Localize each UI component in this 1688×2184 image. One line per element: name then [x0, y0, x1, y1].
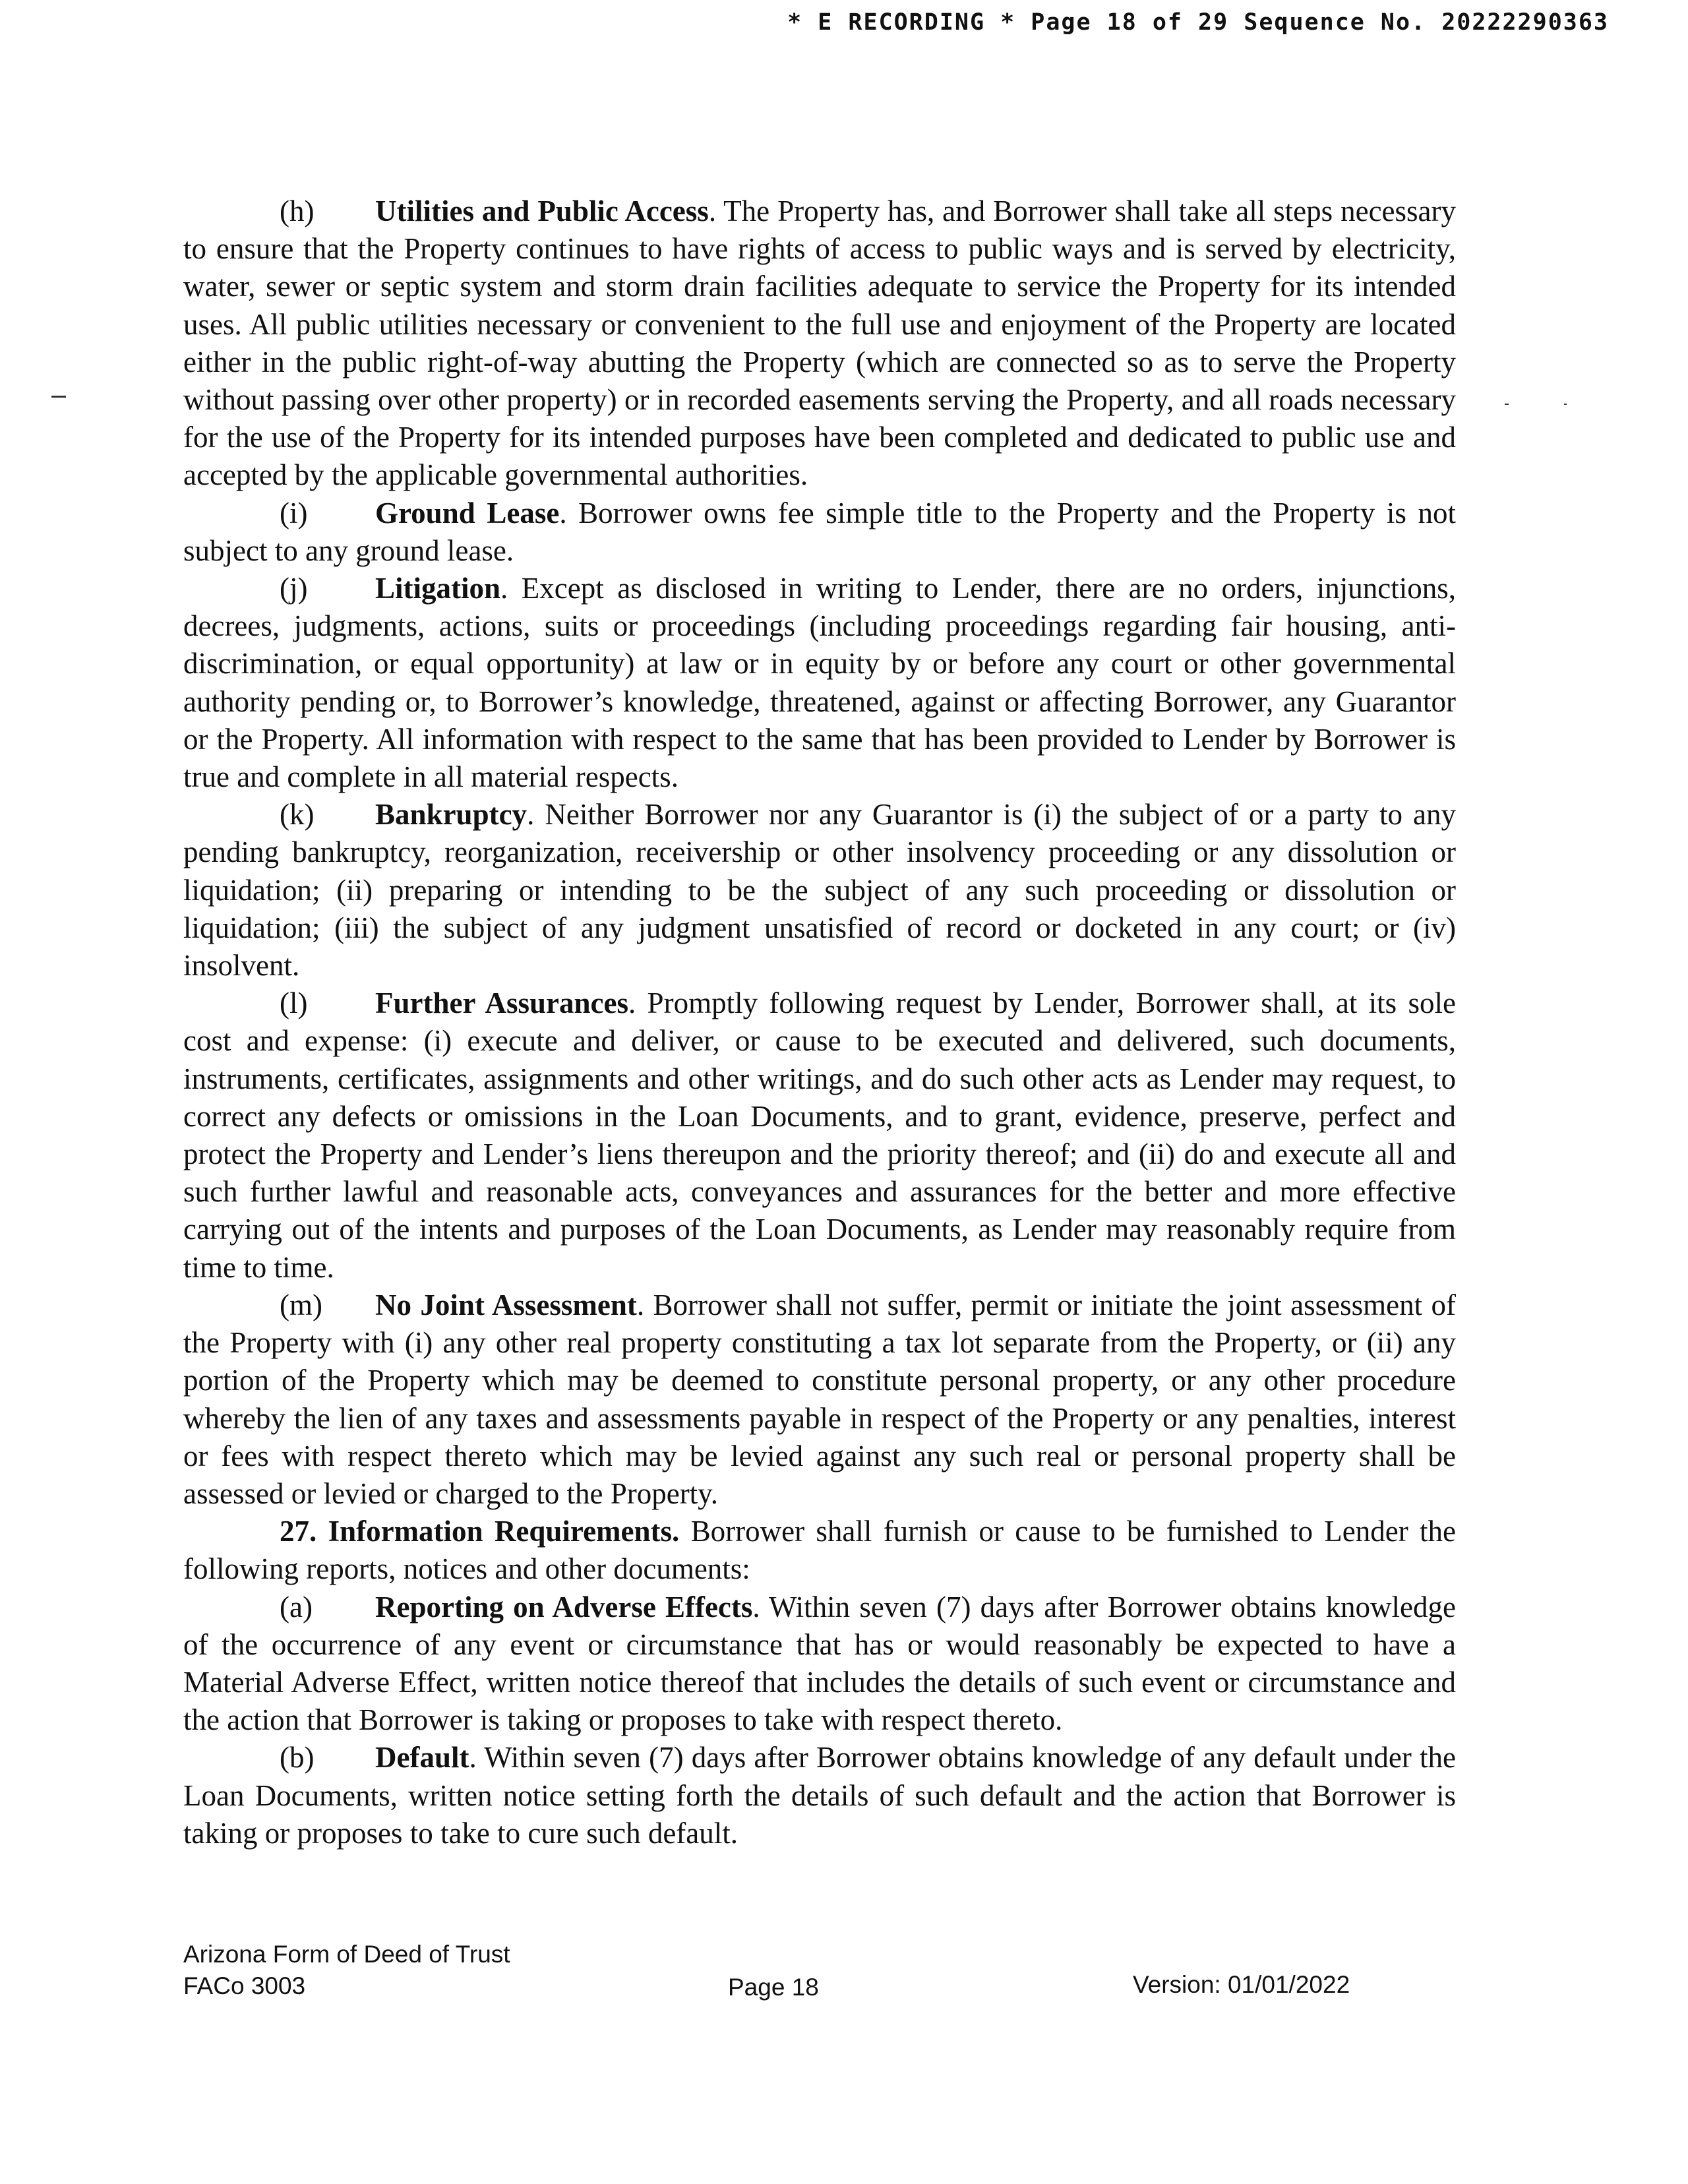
- paragraph-text: . Neither Borrower nor any Guarantor is (i) the subject of or a party to any pending bankruptcy, reorganization, receivership or other insolvency proceeding or any dissolution or liquidation; (ii) preparing or intending to be the subject of any such proceeding or dissolution or liquidation; (iii) the subject of any judgment unsatisfied of record or docketed in any court; or (iv) insolvent.: [183, 798, 1456, 983]
- paragraph-marker: (k): [280, 798, 315, 832]
- paragraph-text: . Promptly following request by Lender, Borrower shall, at its sole cost and expense: (i) execute and deliver, or cause to be executed and delivered, such documents, instruments, certificates, assignments and other writings, and do such other acts as Lender may request, to correct any defects or omissions in the Loan Documents, and to grant, evidence, preserve, perfect and protect the Property and Lender’s liens thereupon and the priority thereof; and (ii) do and execute all and such further lawful and reasonable acts, conveyances and assurances for the better and more effective carrying out of the intents and purposes of the Loan Documents, as Lender may reasonably require from time to time.: [183, 986, 1456, 1284]
- paragraph-j: [183, 570, 1456, 796]
- paragraph-i: [183, 495, 1456, 570]
- scan-artifact: [51, 396, 66, 398]
- paragraph-heading: Default: [375, 1741, 469, 1774]
- section-text: Borrower shall furnish or cause to be furnished to Lender the following reports, notices and other documents:: [183, 1515, 1457, 1586]
- paragraph-text: . Borrower shall not suffer, permit or initiate the joint assessment of the Property with (i) any other real property constituting a tax lot separate from the Property, or (ii) any portion of the Property which may be deemed to constitute personal property, or any other procedure whereby the lien of any taxes and assessments payable in respect of the Property or any penalties, interest or fees with respect thereto which may be levied against any such real or personal property shall be assessed or levied or charged to the Property.: [183, 1288, 1456, 1510]
- paragraph-marker: (a): [280, 1590, 313, 1623]
- scan-artifact: [1564, 404, 1567, 405]
- section-27: [183, 1513, 1456, 1588]
- paragraph-marker: (i): [280, 496, 308, 530]
- paragraph-heading: Litigation: [375, 572, 501, 605]
- paragraph-l: [183, 985, 1456, 1287]
- footer-form-code: FACo 3003: [183, 1972, 306, 1999]
- footer-page-number: Page 18: [728, 1974, 819, 2001]
- paragraph-heading: No Joint Assessment: [375, 1288, 637, 1321]
- paragraph-heading: Reporting on Adverse Effects: [375, 1590, 753, 1623]
- paragraph-marker: (l): [280, 986, 308, 1020]
- footer-form-name: Arizona Form of Deed of Trust: [183, 1941, 510, 1968]
- paragraph-text: . Within seven (7) days after Borrower obtains knowledge of any default under the Loan Documents, written notice setting forth the details of such default and the action that Borrower is taking or proposes to take to cure such default.: [183, 1741, 1456, 1850]
- paragraph-marker: (m): [280, 1288, 322, 1321]
- paragraph-marker: (b): [280, 1741, 315, 1774]
- paragraph-marker: (j): [280, 572, 308, 605]
- paragraph-text: . The Property has, and Borrower shall take all steps necessary to ensure that the Property continues to have rights of access to public ways and is served by electricity, water, sewer or septic system and storm drain facilities adequate to service the Property for its intended uses. All public utilities necessary or convenient to the full use and enjoyment of the Property are located either in the public right-of-way abutting the Property (which are connected so as to serve the Property without passing over other property) or in recorded easements serving the Property, and all roads necessary for the use of the Property for its intended purposes have been completed and dedicated to public use and accepted by the applicable governmental authorities.: [183, 195, 1457, 492]
- paragraph-k: [183, 796, 1456, 985]
- paragraph-text: . Within seven (7) days after Borrower obtains knowledge of the occurrence of any event or circumstance that has or would reasonably be expected to have a Material Adverse Effect, written notice thereof that includes the details of such event or circumstance and the action that Borrower is taking or proposes to take with respect thereto.: [183, 1590, 1457, 1737]
- paragraph-h: [183, 193, 1456, 495]
- paragraph-text: . Borrower owns fee simple title to the Property and the Property is not subject to any ground lease.: [183, 496, 1457, 567]
- paragraph-m: [183, 1287, 1456, 1513]
- recording-header: * E RECORDING * Page 18 of 29 Sequence No. 20222290363: [787, 9, 1609, 36]
- scan-artifact: [1505, 404, 1509, 405]
- subparagraph-a: [183, 1589, 1456, 1740]
- section-heading: Information Requirements.: [328, 1515, 680, 1548]
- footer-version: Version: 01/01/2022: [1133, 1971, 1350, 1998]
- footer-form-info: [183, 1939, 510, 2002]
- paragraph-heading: Utilities and Public Access: [375, 195, 709, 228]
- paragraph-marker: (h): [280, 195, 315, 228]
- paragraph-text: . Except as disclosed in writing to Lender, there are no orders, injunctions, decrees, judgments, actions, suits or proceedings (including proceedings regarding fair housing, anti-discrimination, or equal opportunity) at law or in equity by or before any court or other governmental authority pending or, to Borrower’s knowledge, threatened, against or affecting Borrower, any Guarantor or the Property. All information with respect to the same that has been provided to Lender by Borrower is true and complete in all material respects.: [183, 572, 1456, 794]
- subparagraph-b: [183, 1739, 1456, 1852]
- paragraph-heading: Ground Lease: [375, 496, 560, 530]
- paragraph-heading: Further Assurances: [375, 986, 628, 1020]
- document-body: [183, 193, 1456, 1852]
- paragraph-heading: Bankruptcy: [375, 798, 528, 832]
- section-number: 27.: [280, 1515, 317, 1548]
